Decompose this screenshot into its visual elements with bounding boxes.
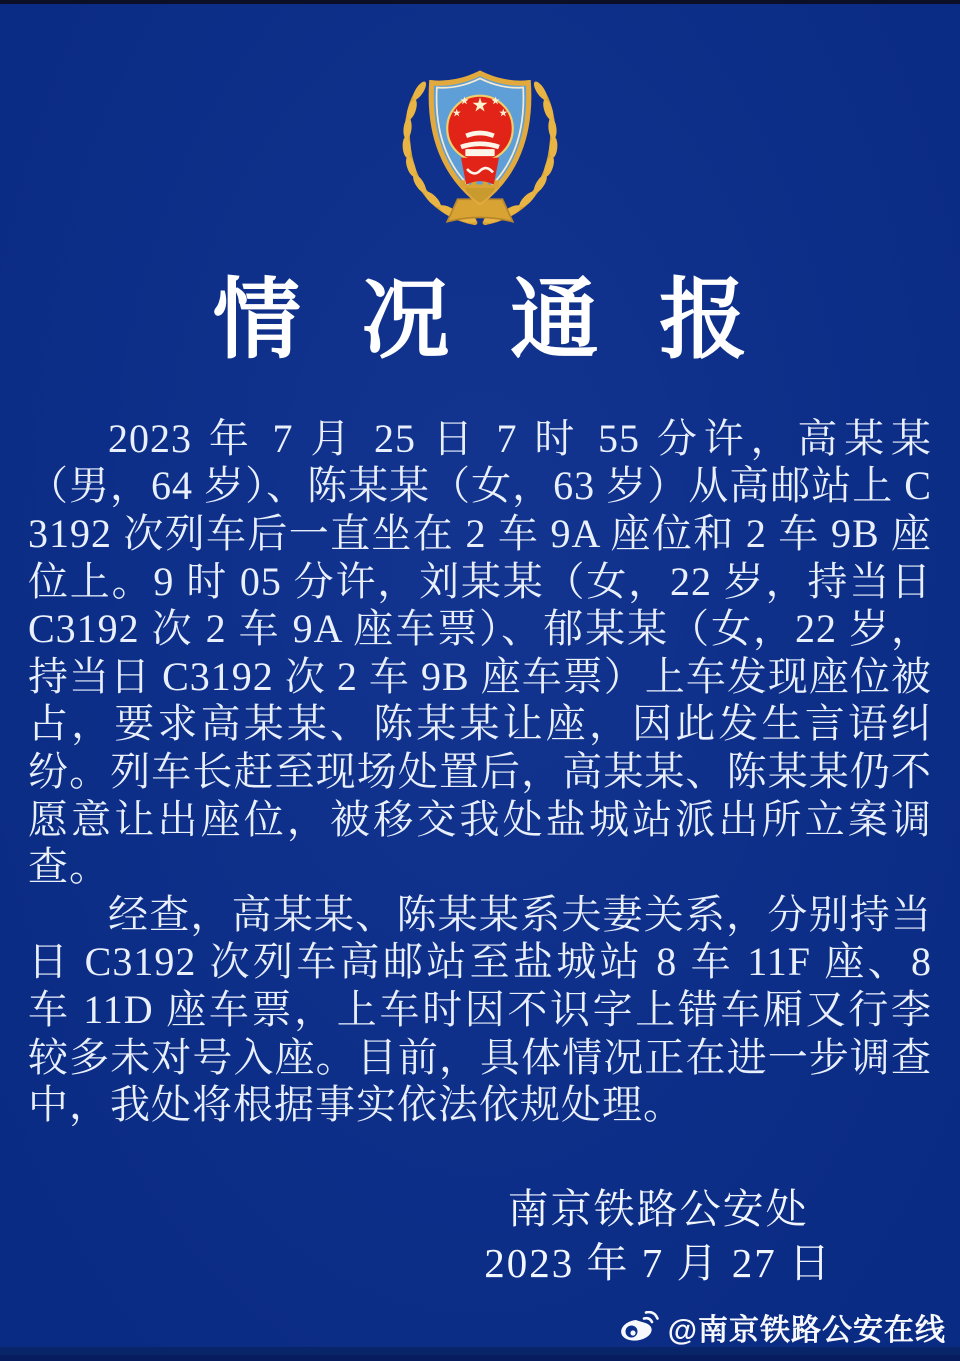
top-edge-strip [0,0,960,4]
watermark-text: @南京铁路公安在线 [667,1314,946,1347]
notice-body [0,415,960,1129]
notice-title: 情 况 通 报 [212,273,767,370]
signature-organization: 南京铁路公安处 [507,1186,809,1232]
body-paragraph-1: 2023 年 7 月 25 日 7 时 55 分许，高某某（男，64 岁）、陈某某（女，63 岁）从高邮站上 C3192 次列车后一直坐在 2 车 9A 座位和 2 车 9B 座位上。9 时 05 分许，刘某某（女，22 岁，持当日 C3192 次 2 车 9A 座车票）、郁某某（女，22 岁，持当日 C3192 次 2 车 9B 座车票）上车发现座位被占，要求高某某、陈某某让座，因此发生言语纠纷。列车长赶至现场处置后，高某某、陈某某仍不愿意让出座位，被移交我处盐城站派出所立案调查。 [28,415,932,890]
weibo-icon [619,1311,659,1343]
bottom-edge-strip [0,1355,960,1361]
police-badge-icon [385,56,575,232]
signature-block [484,1182,832,1290]
weibo-watermark [619,1305,946,1349]
signature-date: 2023 年 7 月 27 日 [484,1240,832,1287]
body-paragraph-2: 经查，高某某、陈某某系夫妻关系，分别持当日 C3192 次列车高邮站至盐城站 8 车 11F 座、8 车 11D 座车票，上车时因不识字上错车厢又行李较多未对号入座。目前，具体情况正在进一步调查中，我处将根据事实依法依规处理。 [28,891,932,1128]
bottom-edge-strip-inner [0,1347,960,1355]
